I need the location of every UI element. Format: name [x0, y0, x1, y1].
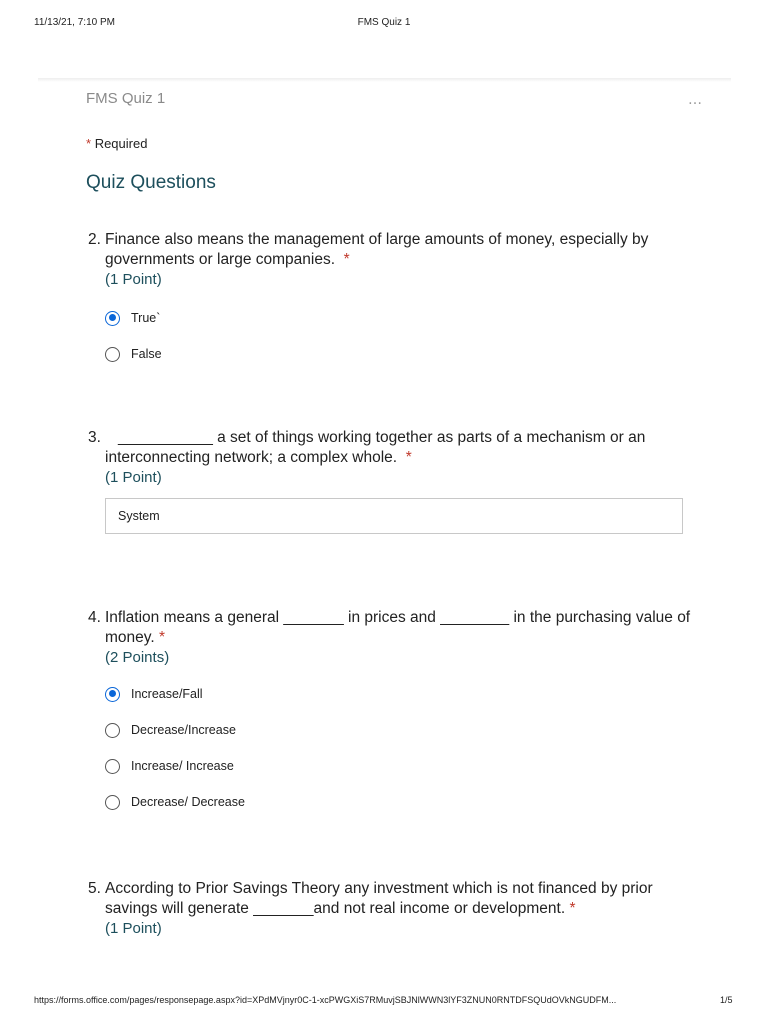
- required-star: *: [86, 136, 92, 151]
- radio-icon[interactable]: [105, 723, 120, 738]
- option-label: False: [131, 347, 162, 361]
- question-5: [88, 879, 708, 939]
- question-points: (2 Points): [105, 649, 170, 666]
- radio-selected-icon[interactable]: [105, 311, 120, 326]
- more-options-icon[interactable]: …: [688, 92, 704, 108]
- option-label: Decrease/ Decrease: [131, 795, 245, 809]
- print-title: FMS Quiz 1: [357, 17, 411, 28]
- question-text: ___________ a set of things working together as parts of a mechanism or an interconnecting network; a complex whole.: [105, 429, 646, 466]
- option-label: True`: [131, 311, 161, 325]
- question-points: (1 Point): [105, 271, 162, 288]
- section-title: Quiz Questions: [86, 172, 216, 193]
- required-note: [86, 136, 147, 151]
- page-number: 1/5: [720, 995, 733, 1005]
- required-label: Required: [94, 136, 148, 151]
- form-card-edge: [38, 78, 731, 82]
- radio-selected-icon[interactable]: [105, 687, 120, 702]
- option-increase-fall[interactable]: [105, 684, 708, 704]
- question-text: According to Prior Savings Theory any investment which is not financed by prior savings will generate _______and not real income or development.: [105, 880, 653, 917]
- option-increase-increase[interactable]: [105, 756, 708, 776]
- required-star: *: [159, 629, 166, 646]
- question-points: (1 Point): [105, 920, 162, 937]
- option-false[interactable]: [105, 344, 708, 364]
- required-star: *: [405, 449, 412, 466]
- radio-icon[interactable]: [105, 347, 120, 362]
- question-number: 5.: [88, 880, 101, 897]
- answer-input[interactable]: System: [105, 498, 683, 534]
- page-url: https://forms.office.com/pages/responsepage.aspx?id=XPdMVjnyr0C-1-xcPWGXiS7RMuvjSBJNlWWN3lYF3ZNUN0RNTDFSQUdOVkNGUDFM...: [34, 995, 617, 1005]
- radio-icon[interactable]: [105, 795, 120, 810]
- radio-icon[interactable]: [105, 759, 120, 774]
- form-title: FMS Quiz 1: [86, 90, 166, 107]
- print-datetime: 11/13/21, 7:10 PM: [34, 17, 115, 28]
- question-number: 4.: [88, 609, 101, 626]
- question-2: [88, 230, 708, 364]
- question-number: 3.: [88, 429, 101, 446]
- question-number: 2.: [88, 231, 101, 248]
- question-points: (1 Point): [105, 469, 162, 486]
- question-text: Inflation means a general _______ in prices and ________ in the purchasing value of money.: [105, 609, 691, 646]
- required-star: *: [569, 900, 576, 917]
- option-label: Decrease/Increase: [131, 723, 236, 737]
- option-decrease-increase[interactable]: [105, 720, 708, 740]
- option-label: Increase/Fall: [131, 687, 203, 701]
- question-4: [88, 608, 708, 812]
- question-text: Finance also means the management of large amounts of money, especially by governments or large companies.: [105, 231, 649, 268]
- required-star: *: [343, 251, 350, 268]
- option-label: Increase/ Increase: [131, 759, 234, 773]
- option-decrease-decrease[interactable]: [105, 792, 708, 812]
- question-3: [88, 428, 708, 534]
- option-true[interactable]: [105, 308, 708, 328]
